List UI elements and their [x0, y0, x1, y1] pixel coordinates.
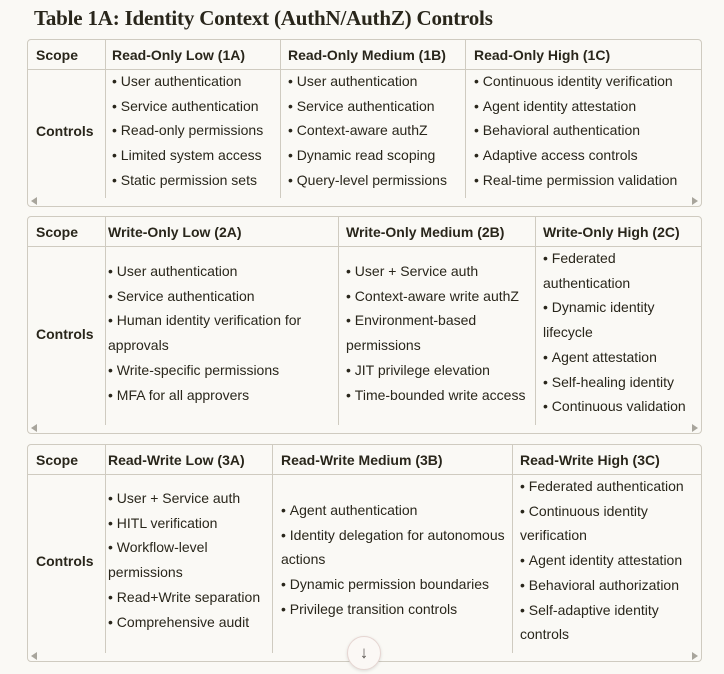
horizontal-scrollbar[interactable] [28, 196, 701, 206]
list-item: • Service authentication [288, 94, 464, 119]
list-item: • Comprehensive audit [108, 610, 270, 635]
list-item: • Agent attestation [543, 345, 693, 370]
list-item: • Self-healing identity [543, 370, 693, 395]
list-item: • Dynamic permission boundaries [281, 572, 509, 597]
scroll-right-icon[interactable] [692, 424, 698, 432]
control-list [474, 69, 700, 193]
list-item: • Continuous identity verification [520, 499, 700, 548]
list-item: • Real-time permission validation [474, 168, 700, 193]
column-header: Write-Only High (2C) [543, 224, 680, 240]
scroll-left-icon[interactable] [31, 197, 37, 205]
column-header: Read-Only Medium (1B) [288, 47, 446, 63]
controls-label: Controls [36, 553, 94, 569]
control-list [543, 246, 693, 419]
controls-label: Controls [36, 326, 94, 342]
table-read-only [27, 39, 702, 207]
scope-header: Scope [36, 452, 79, 468]
list-item: • Context-aware authZ [288, 118, 464, 143]
scroll-right-icon[interactable] [692, 197, 698, 205]
list-item: • Read+Write separation [108, 585, 270, 610]
list-item: • Dynamic read scoping [288, 143, 464, 168]
list-item: • Query-level permissions [288, 168, 464, 193]
control-list [281, 498, 509, 622]
scroll-to-bottom-button[interactable] [347, 636, 381, 670]
list-item: • Context-aware write authZ [346, 284, 532, 309]
list-item: • Agent identity attestation [520, 548, 700, 573]
list-item: • Service authentication [112, 94, 278, 119]
list-item: • Continuous validation [543, 394, 693, 419]
list-item: • User + Service auth [346, 259, 532, 284]
list-item: • Identity delegation for autonomous actions [281, 523, 509, 572]
column-header: Read-Write Low (3A) [108, 452, 245, 468]
control-list [108, 259, 334, 407]
list-item: • Workflow-level permissions [108, 535, 270, 584]
list-item: • Agent identity attestation [474, 94, 700, 119]
list-item: • Human identity verification for approvals [108, 308, 334, 357]
control-list [108, 486, 270, 634]
list-item: • Dynamic identity lifecycle [543, 295, 693, 344]
page-title: Table 1A: Identity Context (AuthN/AuthZ) Controls [34, 6, 493, 30]
list-item: • Service authentication [108, 284, 334, 309]
list-item: • Privilege transition controls [281, 597, 509, 622]
horizontal-scrollbar[interactable] [28, 423, 701, 433]
table-write-only [27, 216, 702, 434]
table-read-write [27, 444, 702, 662]
list-item: • User authentication [108, 259, 334, 284]
control-list [520, 474, 700, 647]
list-item: • Self-adaptive identity controls [520, 598, 700, 647]
control-list [346, 259, 532, 407]
list-item: • Behavioral authorization [520, 573, 700, 598]
arrow-down-icon: ↓ [359, 643, 369, 662]
controls-label: Controls [36, 123, 94, 139]
list-item: • Adaptive access controls [474, 143, 700, 168]
list-item: • User authentication [112, 69, 278, 94]
list-item: • Continuous identity verification [474, 69, 700, 94]
control-list [112, 69, 278, 193]
list-item: • Static permission sets [112, 168, 278, 193]
list-item: • MFA for all approvers [108, 383, 334, 408]
control-list [288, 69, 464, 193]
scope-header: Scope [36, 47, 79, 63]
list-item: • Write-specific permissions [108, 358, 334, 383]
list-item: • HITL verification [108, 511, 270, 536]
scroll-left-icon[interactable] [31, 652, 37, 660]
column-header: Read-Only High (1C) [474, 47, 611, 63]
list-item: • Environment-based permissions [346, 308, 532, 357]
list-item: • JIT privilege elevation [346, 358, 532, 383]
list-item: • Federated authentication [543, 246, 693, 295]
scroll-left-icon[interactable] [31, 424, 37, 432]
list-item: • Time-bounded write access [346, 383, 532, 408]
scroll-right-icon[interactable] [692, 652, 698, 660]
column-header: Read-Write Medium (3B) [281, 452, 443, 468]
list-item: • User + Service auth [108, 486, 270, 511]
column-header: Read-Write High (3C) [520, 452, 660, 468]
column-header: Write-Only Medium (2B) [346, 224, 505, 240]
list-item: • Agent authentication [281, 498, 509, 523]
list-item: • Federated authentication [520, 474, 700, 499]
list-item: • User authentication [288, 69, 464, 94]
column-header: Write-Only Low (2A) [108, 224, 242, 240]
list-item: • Behavioral authentication [474, 118, 700, 143]
scope-header: Scope [36, 224, 79, 240]
column-header: Read-Only Low (1A) [112, 47, 246, 63]
list-item: • Limited system access [112, 143, 278, 168]
list-item: • Read-only permissions [112, 118, 278, 143]
